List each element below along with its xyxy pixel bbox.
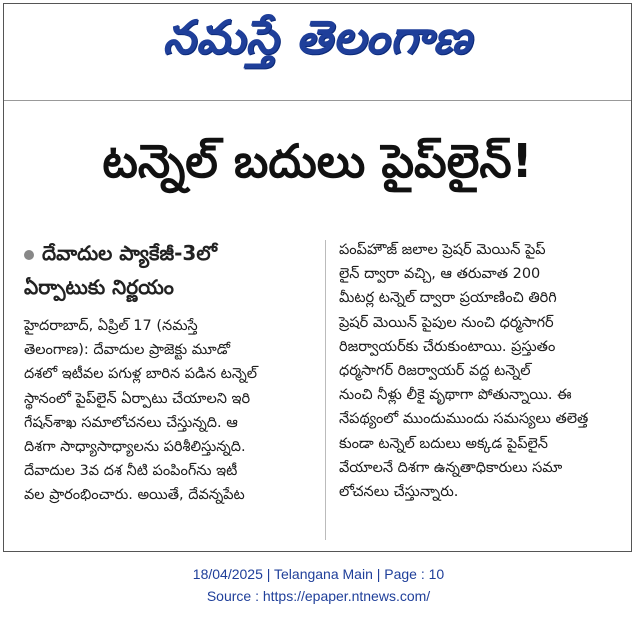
article-clipping (3, 3, 632, 552)
body-line: నేపథ్యంలో ముందుముందు సమస్యలు తలెత్త (339, 411, 589, 428)
body-line: నుంచి నీళ్లు లీకై వృథాగా పోతున్నాయి. ఈ (339, 387, 572, 404)
body-line: వల ప్రారంభించారు. అయితే, దేవన్నపేట (24, 487, 245, 504)
edition-info: 18/04/2025 | Telangana Main | Page : 10 (192, 566, 445, 582)
article-right-column (339, 238, 624, 504)
source-line: Source : https://epaper.ntnews.com/ (206, 588, 431, 604)
body-line: హైదరాబాద్, ఏప్రిల్ 17 (నమస్తే (24, 318, 198, 334)
body-line: లోచనలు చేస్తున్నారు. (339, 484, 459, 501)
subheadline-line-1: దేవాదుల ప్యాకేజీ-3లో (42, 241, 217, 265)
body-line: రిజర్వాయర్‌కు చేరుకుంటాయి. ప్రస్తుతం (339, 338, 556, 355)
article-left-column (24, 314, 314, 508)
body-line: పంప్‌హౌజ్ జలాల ప్రెషర్ మెయిన్ పైప్ (339, 242, 546, 258)
column-divider (325, 240, 326, 540)
masthead-logo: నమస్తే తెలంగాణ (162, 10, 473, 64)
body-line: గేషన్‌శాఖ సమాలోచనలు చేస్తున్నది. ఆ (24, 414, 238, 431)
body-line: ధర్మసాగర్ రిజర్వాయర్ వద్ద టన్నెల్ (339, 363, 531, 380)
article-subheadline (24, 236, 314, 304)
article-headline: టన్నెల్ బదులు పైప్‌లైన్! (102, 134, 533, 188)
body-line: దశలో ఇటీవల పగుళ్ల బారిన పడిన టన్నెల్ (24, 366, 258, 383)
subheadline-line-2: ఏర్పాటుకు నిర్ణయం (24, 275, 174, 299)
body-line: తెలంగాణ): దేవాదుల ప్రాజెక్టు మూడో (24, 342, 231, 359)
body-line: మీటర్ల టన్నెల్ ద్వారా ప్రయాణించి తిరిగి (339, 290, 557, 307)
body-line: ప్రెషర్ మెయిన్ పైపుల నుంచి ధర్మసాగర్ (339, 314, 554, 331)
body-line: కుండా టన్నెల్ బదులు అక్కడ పైప్‌లైన్ (339, 435, 548, 452)
body-line: దిశగా సాధ్యాసాధ్యాలను పరిశీలిస్తున్నది. (24, 439, 246, 456)
body-line: దేవాదుల 3వ దశ నీటి పంపింగ్‌ను ఇటీ (24, 463, 238, 480)
masthead (4, 4, 631, 82)
body-line: స్థానంలో పైప్‌లైన్ ఏర్పాటు చేయాలని ఇరి (24, 390, 251, 407)
body-line: లైన్ ద్వారా వచ్చి, ఆ తరువాత 200 (339, 266, 541, 283)
masthead-divider (4, 100, 631, 101)
body-line: వేయాలనే దిశగా ఉన్నతాధికారులు సమా (339, 459, 563, 476)
bullet-icon (24, 250, 34, 260)
